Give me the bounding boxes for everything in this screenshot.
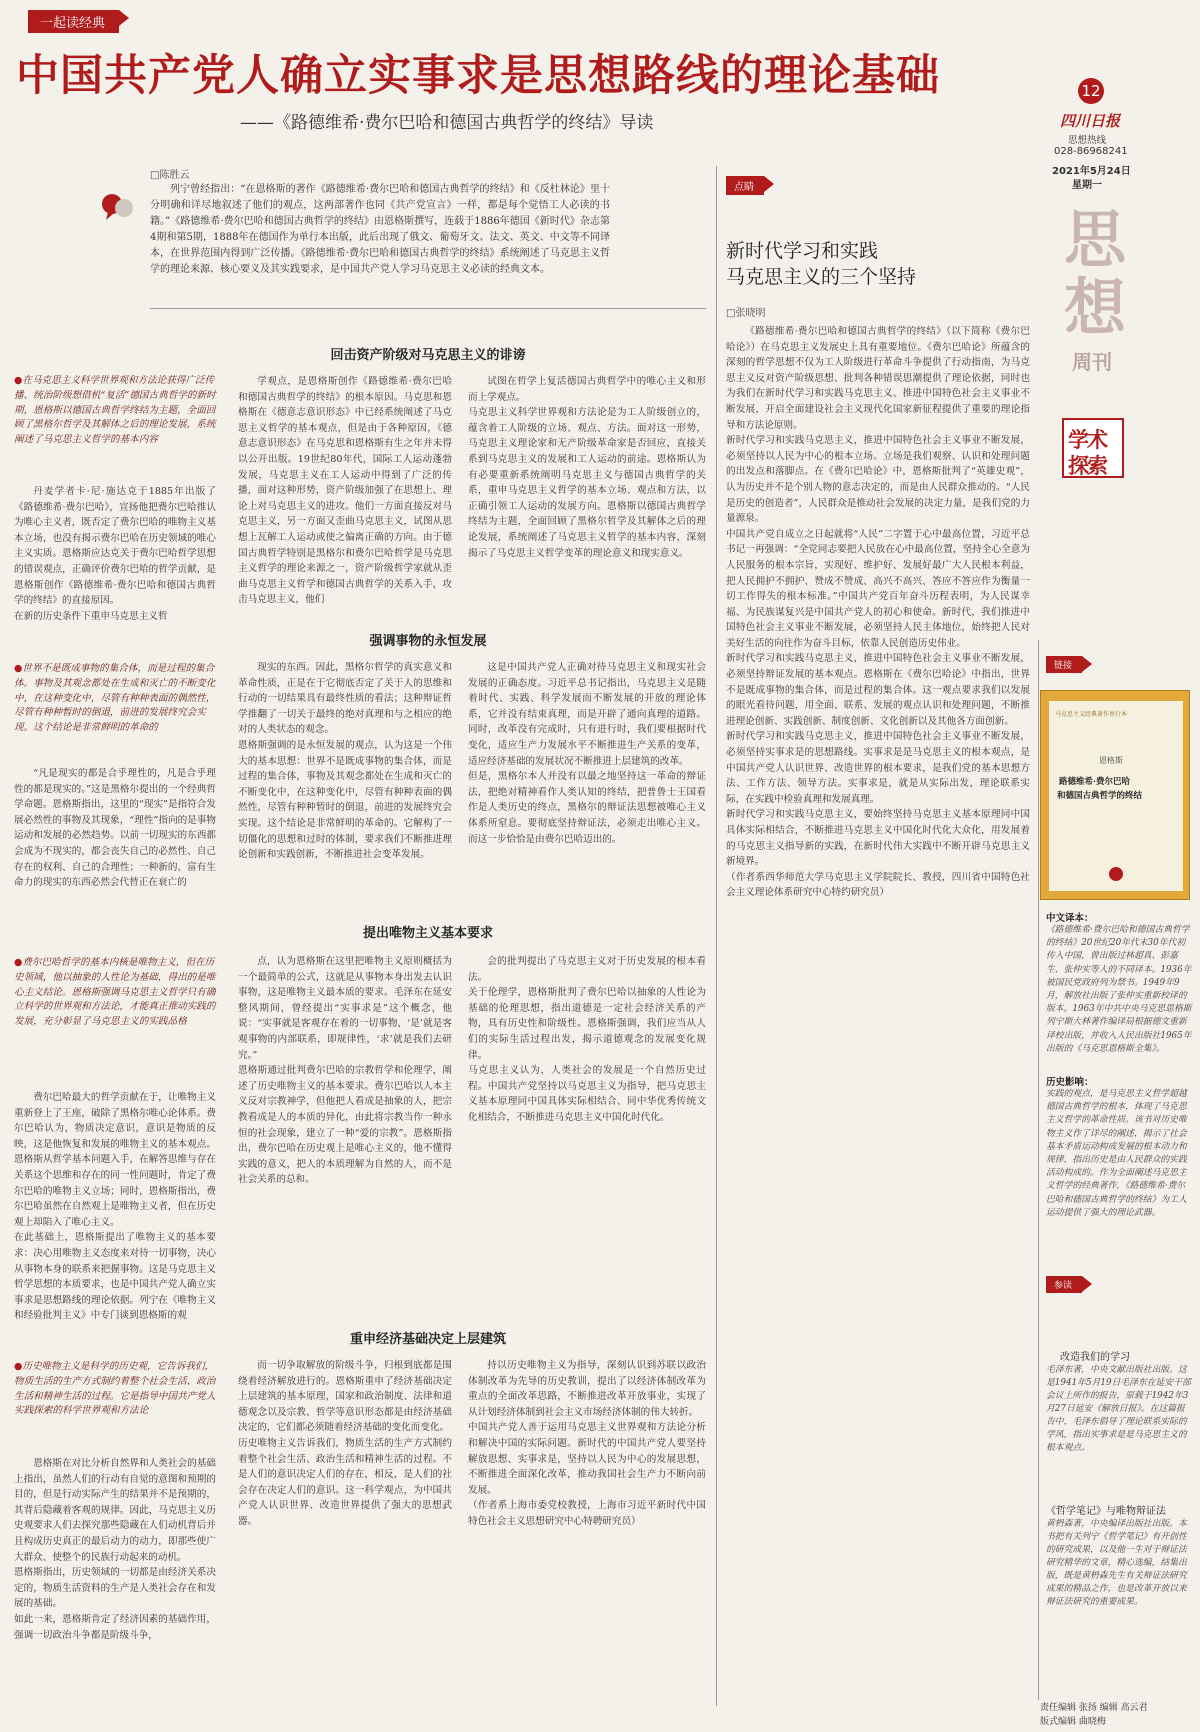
- article-column: 费尔巴哈最大的哲学贡献在于，让唯物主义重新登上了王座，破除了黑格尔唯心论体系。费尔巴哈认为，物质决定意识，意识是物质的反映，这是他恢复和发展的唯物主义的基本观点。恩格斯从哲学基本问题入手，在解答思维与存在关系这个思维和存在的同一性问题时，肯定了费尔巴哈的唯物主义立场；同时，恩格斯指出，费尔巴哈虽然在自然观上是唯物主义者，但在历史观上却陷入了唯心主义。 在此基础上，恩格斯提出了唯物主义的基本要求：决心用唯物主义态度来对待一切事物，决心从事物本身的联系来把握事物。这是马克思主义哲学思想的本质要求，也是中国共产党人确立实事求是思想路线的理论依据。列宁在《唯物主义和经验批判主义》中专门谈到恩格斯的观: [14, 1092, 216, 1322]
- side-article-body: 《路德维希·费尔巴哈和德国古典哲学的终结》（以下简称《费尔巴哈论》）在马克思主义发展史上具有重要地位。《费尔巴哈论》所蕴含的深刻的哲学思想不仅为工人阶级进行革命斗争提供了行动指南，为马克思主义反对资产阶级思想、批判各种错误思潮提供了理论依据，同时也为我们在新时代学习和实践马克思主义、推进中国特色社会主义事业不断发展，开启全面建设社会主义现代化国家新征程提供了重要的理论指导和方法论原则。 新时代学习和实践马克思主义，推进中国特色社会主义事业不断发展，必须坚持以人民为中心的根本立场。立场是我们观察、认识和处理问题的出发点和落脚点。在《费尔巴哈论》中，恩格斯批判了“英雄史观”，认为历史并不是个别人物的意志决定的，而是由人民群众推动的。“人民是历史的创造者”，人民群众是推动社会发展的决定力量，是我们党的力量源泉。 中国共产党自成立之日起就将“人民”二字置于心中最高位置，习近平总书记一再强调：“全党同志要把人民放在心中最高位置，坚持全心全意为人民服务的根本宗旨，实现好、维护好、发展好最广大人民根本利益，把人民拥护不拥护、赞成不赞成、高兴不高兴、答应不答应作为衡量一切工作得失的根本标准。”中国共产党百年奋斗历程表明，为人民谋幸福、为民族谋复兴是中国共产党人的初心和使命。新时代，我们推进中国特色社会主义事业不断发展，必须坚持人民主体地位，始终把人民对美好生活的向往作为奋斗目标，依靠人民创造历史伟业。 新时代学习和实践马克思主义，推进中国特色社会主义事业不断发展，必须坚持辩证发展的基本观点。恩格斯在《费尔巴哈论》中指出，世界不是既成事物的集合体，而是过程的集合体。这一观点要求我们以发展的眼光看待问题，用全面、联系、发展的观点认识和处理问题，不断推进理论创新、实践创新、制度创新、文化创新以及其他各方面创新。 新时代学习和实践马克思主义，推进中国特色社会主义事业不断发展，必须坚持实事求是的思想路线。实事求是是马克思主义的根本观点，是中国共产党人认识世界、改造世界的根本要求，是我们党的基本思想方法、工作方法、领导方法。实事求是，就是从实际出发，理论联系实际，在实践中检验真理和发展真理。 新时代学习和实践马克思主义，要始终坚持马克思主义基本原理同中国具体实际相结合，不断推进马克思主义中国化时代化大众化，用发展着的马克思主义指导新的实践，在新时代伟大实践中不断开辟马克思主义新境界。 （作者系西华师范大学马克思主义学院院长、教授，四川省中国特色社会主义理论体系研究中心特约研究员）: [726, 326, 1030, 899]
- section-sidenote-text: 费尔巴哈哲学的基本内核是唯物主义，但在历史领域，他以抽象的人性论为基础，得出的是唯心主义结论。恩格斯强调马克思主义哲学只有确立科学的世界观和方法论，才能真正推动实践的发展，充分彰显了马克思主义的实践品格: [14, 957, 216, 1028]
- side-article-title-2: 马克思主义的三个坚持: [726, 266, 917, 288]
- column-divider: [1038, 640, 1039, 1700]
- book-cover: [1040, 690, 1190, 900]
- article-column: “凡是现实的都是合乎理性的，凡是合乎理性的都是现实的。”这是黑格尔提出的一个经典哲学命题。恩格斯指出，这里的“现实”是指符合发展必然性的事物及其现象，“理性”指向的是事物运动和发展的必然趋势。以前一切现实的东西都会成为不现实的，都会丧失自己的必然性、自己存在的权利、自己的合理性；一种新的、富有生命力的现实的东西必然会代替正在衰亡的: [14, 768, 216, 889]
- book-author: 恩格斯: [1099, 756, 1123, 765]
- section-sidenote: ●世界不是既成事物的集合体，而是过程的集合体。事物及其观念都处在生成和灭亡的不断变化中，在这种变化中，尽管有种种表面的偶然性，尽管有种种暂时的倒退，前进的发展终究会实现。这个结论是非常鲜明的革命的: [14, 663, 216, 734]
- book-series: 马克思主义经典著作单行本: [1055, 711, 1128, 718]
- book-title-2: 和德国古典哲学的终结: [1057, 791, 1143, 801]
- section-heading: 回击资产阶级对马克思主义的诽谤: [330, 348, 526, 363]
- weekly-label: 周刊: [1072, 350, 1112, 374]
- link-tag: 链接: [1046, 656, 1082, 673]
- paper-name: 四川日报: [1060, 112, 1121, 130]
- editors-line: 责任编辑 张扬 编辑 高云君: [1040, 1703, 1148, 1713]
- side-article-tag: 点睛: [726, 176, 764, 195]
- big-title-xiang: 想: [1064, 271, 1127, 344]
- page-number: 12: [1078, 78, 1104, 104]
- more-tag: 参读: [1046, 1276, 1082, 1293]
- badge-line-2: 探索: [1068, 453, 1106, 478]
- big-title-si: 思: [1064, 203, 1127, 276]
- section-badge: [1062, 418, 1124, 478]
- divider: [150, 308, 706, 309]
- main-intro: 列宁曾经指出：“在恩格斯的著作《路德维希·费尔巴哈和德国古典哲学的终结》和《反杜林论》里十分明确和详尽地叙述了他们的观点，这两部著作也同《共产党宣言》一样，都是每个觉悟工人必读的书籍。”《路德维希·费尔巴哈和德国古典哲学的终结》由恩格斯撰写，连载于1886年德国《新时代》杂志第4期和第5期，1888年在德国作为单行本出版，此后出现了俄文、葡萄牙文、法文、英文、中文等不同译本，在世界范围内得到广泛传播。《路德维希·费尔巴哈和德国古典哲学的终结》系统阐述了马克思主义哲学的理论来源、核心要义及其实践要求，是中国共产党人学习马克思主义必读的经典文本。: [150, 184, 610, 275]
- note-text: 实践的观点，是马克思主义哲学超越德国古典哲学的根本，体现了马克思主义哲学的革命性质。该书对历史唯物主义作了详尽的阐述，揭示了社会基本矛盾运动构成发展的根本动力和规律，指出历史是由人民群众的实践活动构成的。作为全面阐述马克思主义哲学的经典著作，《路德维希·费尔巴哈和德国古典哲学的终结》为工人运动提供了强大的理论武器。: [1046, 1089, 1187, 1218]
- side-article-author: □张晓明: [726, 308, 766, 319]
- editors-line: 版式编辑 曲晓梅: [1040, 1717, 1106, 1727]
- more-item-text: 毛泽东著，中央文献出版社出版。这是1941年5月19日毛泽东在延安干部会议上所作的报告，原载于1942年3月27日延安《解放日报》。在这篇报告中，毛泽东倡导了理论联系实际的学风，指出实事求是是马克思主义的根本观点。: [1046, 1365, 1191, 1453]
- issue-date: 2021年5月24日: [1052, 166, 1131, 177]
- badge-line-1: 学术: [1068, 427, 1106, 452]
- note-label: 中文译本：: [1046, 913, 1094, 924]
- article-column: 学观点，是恩格斯创作《路德维希·费尔巴哈和德国古典哲学的终结》的根本原因。马克思和恩格斯在《德意志意识形态》中已经系统阐述了马克思主义哲学的基本观点，但是由于各种原因，《德意志意识形态》在马克思和恩格斯有生之年并未得以公开出版。19世纪80年代，国际工人运动蓬勃发展，马克思主义在工人运动中得到了广泛的传播，面对这种形势，资产阶级加强了在思想上、理论上对马克思主义的进攻。他们一方面直接反对马克思主义，另一方面又歪曲马克思主义，试图从思想上瓦解工人运动或使之偏离正确的方向。由于德国古典哲学特别是黑格尔和费尔巴哈哲学是马克思主义哲学的理论来源之一，资产阶级哲学家就从歪曲马克思主义哲学和德国古典哲学的关系入手，攻击马克思主义，他们: [238, 376, 452, 606]
- main-author: □陈胜云: [150, 170, 190, 181]
- column-divider: [716, 166, 717, 1706]
- phone: 028-86968241: [1054, 146, 1128, 157]
- section-name: 思想热线: [1068, 135, 1107, 146]
- note-label: 历史影响：: [1046, 1077, 1094, 1088]
- column-tag: 一起读经典: [28, 10, 119, 33]
- section-sidenote: ●在马克思主义科学世界观和方法论获得广泛传播、统治阶级想借机“复活”德国古典哲学的新时期，恩格斯以德国古典哲学终结为主题，全面回顾了黑格尔哲学及其解体之后的理论发展，系统阐述了马克思主义哲学的基本内容: [14, 375, 216, 446]
- article-column: 这是中国共产党人正确对待马克思主义和现实社会发展的正确态度。习近平总书记指出，马克思主义是随着时代、实践、科学发展而不断发展的开放的理论体系，它并没有结束真理，而是开辟了通向真理的道路。同时，改革没有完成时，只有进行时，我们要根据时代变化，适应生产力发展水平不断推进生产关系的变革，适应经济基础的发展状况不断推进上层建筑的改革。 但是，黑格尔本人并没有以最之地坚持这一革命的辩证法，把绝对精神看作人类认知的终结，把普鲁士王国看作是人类历史的终点，黑格尔的辩证法思想被唯心主义体系所窒息。要彻底坚持辩证法，必须走出唯心主义。而这一步恰恰是由费尔巴哈迈出的。: [468, 662, 706, 845]
- article-column: 现实的东西。因此，黑格尔哲学的真实意义和革命性质，正是在于它彻底否定了关于人的思维和行动的一切结果具有最终性质的看法；这种辩证哲学推翻了一切关于最终的绝对真理和与之相应的绝对的人类状态的观念。 恩格斯强调的是永恒发展的观点，认为这是一个伟大的基本思想：世界不是既成事物的集合体，而是过程的集合体，事物及其观念都处在生成和灭亡的不断变化中，在这种变化中，尽管有种种表面的偶然性，尽管有种种暂时的倒退，前进的发展终究会实现。这个结论是非常鲜明的革命的。它解构了一切僵化的思想和过时的体制，要求我们不断推进理论创新和实践创新，不断推进社会变革发展。: [238, 662, 452, 861]
- section-heading: 重申经济基础决定上层建筑: [349, 1332, 506, 1347]
- quote-icon: [100, 190, 134, 224]
- article-column: 而一切争取解放的阶级斗争，归根到底都是围绕着经济解放进行的。恩格斯重申了经济基础决定上层建筑的基本原理，国家和政治制度、法律和道德观念以及宗教、哲学等意识形态都是由经济基础决定的，它们都必须随着经济基础的变化而变化。 历史唯物主义告诉我们，物质生活的生产方式制约着整个社会生活、政治生活和精神生活的过程。不是人们的意识决定人们的存在，相反，是人们的社会存在决定人们的意识。这一科学观点，为中国共产党人认识世界、改造世界提供了强大的思想武器。: [238, 1360, 452, 1527]
- book-title-1: 路德维希·费尔巴哈: [1059, 777, 1130, 787]
- section-heading: 强调事物的永恒发展: [369, 634, 487, 649]
- article-column: 持以历史唯物主义为指导，深刻认识到苏联以政治体制改革为先导的历史教训，提出了以经济体制改革为重点的全面改革思路，不断推进改革开放事业，实现了从计划经济体制到社会主义市场经济体制的伟大转折。 中国共产党人善于运用马克思主义世界观和方法论分析和解决中国的实际问题。新时代的中国共产党人要坚持解放思想、实事求是，坚持以人民为中心的发展思想，不断推进全面深化改革，推动我国社会生产力不断向前发展。 （作者系上海市委党校教授，上海市习近平新时代中国特色社会主义思想研究中心特聘研究员）: [468, 1360, 706, 1527]
- more-item-title: 《哲学笔记》与唯物辩证法: [1046, 1506, 1166, 1517]
- more-item-text: 黄枬森著，中央编译出版社出版。本书把有关列宁《哲学笔记》有开创性的研究成果，以及他一生对于辩证法研究精华的文章，精心选编，结集出版，既是黄枬森先生有关辩证法研究成果的精品之作，也是改革开放以来辩证法研究的重要成果。: [1046, 1519, 1187, 1607]
- section-sidenote: ●历史唯物主义是科学的历史观，它告诉我们，物质生活的生产方式制约着整个社会生活、政治生活和精神生活的过程。它是指导中国共产党人实践探索的科学世界观和方法论: [14, 1361, 216, 1417]
- publisher-logo: [1109, 867, 1123, 881]
- article-column: 会的批判提出了马克思主义对于历史发展的根本看法。 关于伦理学，恩格斯批判了费尔巴哈以抽象的人性论为基础的伦理思想，指出道德是一定社会经济关系的产物，具有历史性和阶级性。恩格斯强调，我们应当从人们的实际生活过程出发，揭示道德观念的发展变化规律。 马克思主义认为，人类社会的发展是一个自然历史过程。中国共产党坚持以马克思主义为指导，把马克思主义基本原理同中国具体实际相结合、同中华优秀传统文化相结合，不断推进马克思主义中国化时代化。: [468, 956, 706, 1123]
- headline: 中国共产党人确立实事求是思想路线的理论基础: [16, 51, 940, 101]
- section-sidenote-text: 历史唯物主义是科学的历史观，它告诉我们，物质生活的生产方式制约着整个社会生活、政治生活和精神生活的过程。它是指导中国共产党人实践探索的科学世界观和方法论: [14, 1361, 216, 1417]
- section-sidenote-text: 世界不是既成事物的集合体，而是过程的集合体。事物及其观念都处在生成和灭亡的不断变化中，在这种变化中，尽管有种种表面的偶然性，尽管有种种暂时的倒退，前进的发展终究会实现。这个结论是非常鲜明的革命的: [14, 663, 216, 734]
- more-item-title: 改造我们的学习: [1060, 1352, 1130, 1363]
- section-sidenote: ●费尔巴哈哲学的基本内核是唯物主义，但在历史领域，他以抽象的人性论为基础，得出的是唯心主义结论。恩格斯强调马克思主义哲学只有确立科学的世界观和方法论，才能真正推动实践的发展，充分彰显了马克思主义的实践品格: [14, 957, 216, 1028]
- note-text: 《路德维希·费尔巴哈和德国古典哲学的终结》20世纪20年代末30年代初传入中国，曾出版过林超真、彭嘉生、张仲实等人的不同译本。1936年被国民党政府列为禁书。1949年9月，解放社出版了张仲实重新校译的版本。1963年中共中央马克思恩格斯列宁斯大林著作编译局根据德文重新译校出版，并收入人民出版社1965年出版的《马克思恩格斯全集》。: [1046, 925, 1192, 1054]
- article-column: 试图在哲学上复活德国古典哲学中的唯心主义和形而上学观点。 马克思主义科学世界观和方法论是为工人阶级创立的，蕴含着工人阶级的立场、观点、方法。面对这一形势，马克思主义理论家和无产阶级革命家是否回应，直接关系到马克思主义的发展和工人运动的前途。恩格斯认为有必要重新系统阐明马克思主义与德国古典哲学的关系，重申马克思主义哲学的基本立场、观点和方法，以正确引领工人运动的发展方向。恩格斯以德国古典哲学终结为主题，全面回顾了黑格尔哲学及其解体之后的理论发展，系统阐述了马克思主义哲学的基本内容，深刻揭示了马克思主义哲学变革的理论意义和现实意义。: [468, 376, 706, 559]
- section-heading: 提出唯物主义基本要求: [362, 926, 493, 941]
- article-column: 点，认为恩格斯在这里把唯物主义原则概括为一个最简单的公式，这就是从事物本身出发去认识事物，这是唯物主义最本质的要求。毛泽东在延安整风期间，曾经提出“实事求是”这个概念，他说：“实事就是客观存在着的一切事物，‘是’就是客观事物的内部联系，即规律性，‘求’就是我们去研究。” 恩格斯通过批判费尔巴哈的宗教哲学和伦理学，阐述了历史唯物主义的基本要求。费尔巴哈以人本主义反对宗教神学，但他把人看成是抽象的人，把宗教看成是人的本质的异化，由此将宗教当作一种永恒的社会现象，建立了一种“爱的宗教”。恩格斯指出，费尔巴哈在历史观上是唯心主义的，他不懂得实践的意义，把人的本质理解为自然的人，而不是社会关系的总和。: [238, 956, 452, 1186]
- weekday: 星期一: [1072, 180, 1102, 191]
- reading-notes: [1046, 910, 1192, 1218]
- article-column: 恩格斯在对比分析自然界和人类社会的基础上指出，虽然人们的行动有自觉的意图和预期的目的，但是行动实际产生的结果并不是预期的，其背后隐藏着客观的规律。因此，马克思主义历史观要求人们去探究那些隐藏在人们动机背后并且构成历史真正的最后动力的动力，即那些使广大群众、使整个的民族行动起来的动机。 恩格斯指出，历史领域的一切都是由经济关系决定的，物质生活资料的生产是人类社会存在和发展的基础。 如此一来，恩格斯肯定了经济因素的基础作用，强调一切政治斗争都是阶级斗争，: [14, 1458, 216, 1641]
- subheadline: ——《路德维希·费尔巴哈和德国古典哲学的终结》导读: [240, 113, 654, 133]
- article-column: 丹麦学者卡·尼·施达克于1885年出版了《路德维希·费尔巴哈》，宣扬他把费尔巴哈推认为唯心主义者，既否定了费尔巴哈的唯物主义基本立场，也没有揭示费尔巴哈在历史领域的唯心主义实质。恩格斯应达克关于费尔巴哈哲学思想的错误观点，正确评价费尔巴哈的哲学贡献，是恩格斯创作《路德维希·费尔巴哈和德国古典哲学的终结》的直接原因。 在新的历史条件下重申马克思主义哲: [14, 486, 216, 622]
- section-sidenote-text: 在马克思主义科学世界观和方法论获得广泛传播、统治阶级想借机“复活”德国古典哲学的新时期，恩格斯以德国古典哲学终结为主题，全面回顾了黑格尔哲学及其解体之后的理论发展，系统阐述了马克思主义哲学的基本内容: [14, 375, 216, 446]
- masthead: [1050, 78, 1190, 578]
- side-article-title-1: 新时代学习和实践: [726, 240, 879, 262]
